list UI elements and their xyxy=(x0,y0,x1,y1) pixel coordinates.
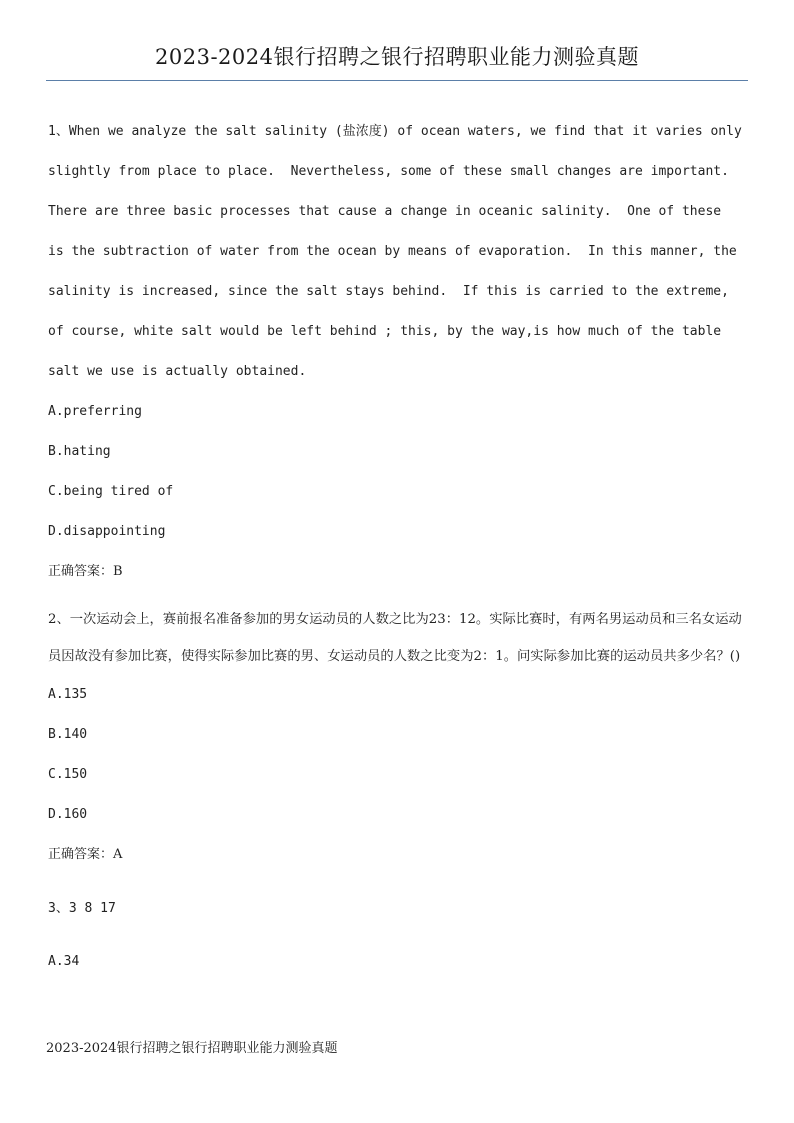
page-footer: 2023-2024银行招聘之银行招聘职业能力测验真题 xyxy=(46,1041,338,1056)
question-1 xyxy=(48,112,750,592)
question-1-option-a: A.preferring xyxy=(48,404,142,419)
question-1-option-c: C.being tired of xyxy=(48,484,174,499)
question-2 xyxy=(48,602,744,875)
question-2-option-d: D.160 xyxy=(48,807,88,822)
question-2-option-c: C.150 xyxy=(48,767,88,782)
question-1-answer: 正确答案：B xyxy=(48,564,123,579)
question-2-text: 2、一次运动会上，赛前报名准备参加的男女运动员的人数之比为23：12。实际比赛时，有两名男运动员和三名女运动员因故没有参加比赛，使得实际参加比赛的男、女运动员的人数之比变为2：1。问实际参加比赛的运动员共多少名？() xyxy=(48,612,742,664)
question-1-text: 1、When we analyze the salt salinity (盐浓度) of ocean waters, we find that it varies only slightly from place to place. Nevertheless, some of these small changes are important. There are three basic processes that cause a change in oceanic salinity. One of these is the subtraction of water from the ocean by means of evaporation. In this manner, the salinity is increased, since the salt stays behind. If this is carried to the extreme, of course, white salt would be left behind ; this, by the way,is how much of the table salt we use is actually obtained. xyxy=(48,124,750,379)
question-3-text: 3、3 8 17 xyxy=(48,901,116,916)
question-3 xyxy=(48,889,744,982)
page-title: 2023-2024银行招聘之银行招聘职业能力测验真题 xyxy=(155,45,639,69)
header-divider xyxy=(46,80,748,81)
question-2-answer: 正确答案：A xyxy=(48,847,123,862)
question-1-option-d: D.disappointing xyxy=(48,524,166,539)
question-2-option-b: B.140 xyxy=(48,727,88,742)
question-3-option-a: A.34 xyxy=(48,954,80,969)
question-list xyxy=(48,112,750,982)
question-1-option-b: B.hating xyxy=(48,444,111,459)
question-2-option-a: A.135 xyxy=(48,687,88,702)
